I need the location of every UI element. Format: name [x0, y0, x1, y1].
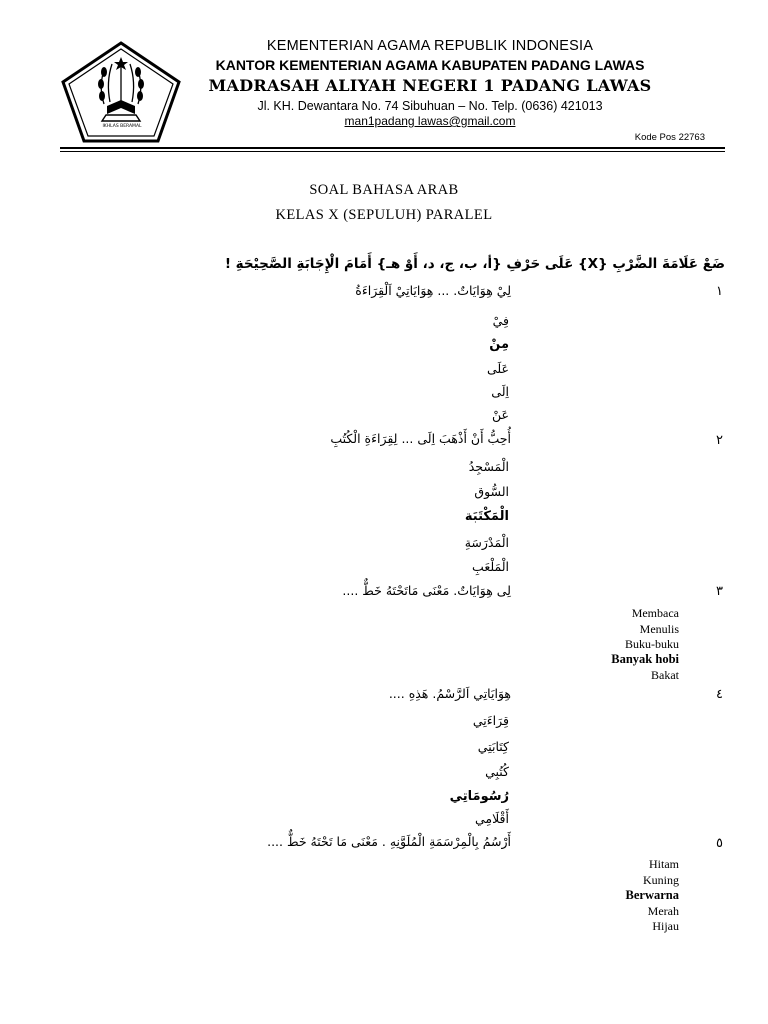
answer-option: عَنْ	[492, 407, 509, 422]
answer-option: كُتُبِي	[485, 764, 509, 779]
question-number: ٤	[716, 687, 723, 702]
office-name: KANTOR KEMENTERIAN AGAMA KABUPATEN PADANG LAWAS	[215, 57, 645, 73]
answer-option-correct: Banyak hobi	[611, 652, 679, 666]
answer-option: الْمَدْرَسَةِ	[464, 535, 509, 550]
answer-option: الْمَلْعَبِ	[472, 559, 509, 574]
answer-option: Hijau	[652, 919, 679, 933]
answer-option: Menulis	[639, 622, 679, 636]
school-address: Jl. KH. Dewantara No. 74 Sibuhuan – No. Telp. (0636) 421013	[257, 99, 603, 113]
question-number: ٣	[716, 584, 723, 599]
question-number: ١	[716, 284, 723, 299]
answer-option: عَلَى	[486, 361, 509, 376]
answer-option-correct: Berwarna	[625, 888, 679, 902]
answer-option: أَقْلَامِي	[474, 811, 509, 826]
question-text: أَرْسُمُ بِالْمِرْسَمَةِ الْمُلَوَّنِهِ . مَعْنَى مَا تَحْتَهُ خَطٌّ ....	[267, 834, 511, 849]
question-text: لِيْ هِوَايَاتٌ. ... هِوَايَاتِيْ اَلْقِرَاءَةُ	[355, 283, 511, 298]
answer-option: Buku-buku	[625, 637, 679, 651]
question-number: ٢	[716, 433, 723, 448]
answer-option: Membaca	[631, 606, 679, 620]
school-email[interactable]: man1padang lawas@gmail.com	[344, 114, 516, 128]
document-title: SOAL BAHASA ARAB	[309, 182, 459, 198]
answer-option: كِتَابَتِي	[477, 739, 509, 754]
question-text: هِوَايَاتِي اَلرَّسْمُ. هَذِهِ ....	[388, 686, 511, 701]
question-number: ٥	[716, 836, 723, 851]
letterhead	[0, 0, 768, 150]
answer-option: الْمَسْجِدُ	[468, 459, 509, 474]
answer-option-correct: رُسُومَاتِي	[449, 789, 509, 804]
ministry-name: KEMENTERIAN AGAMA REPUBLIK INDONESIA	[266, 38, 594, 54]
answer-option: السُّوق	[474, 484, 509, 499]
question-text: لِى هِوَايَاتٌ. مَعْنَى مَاتَحْتَهُ خَطٌّ ....	[342, 583, 511, 598]
answer-option: Merah	[647, 904, 679, 918]
answer-option: فِيْ	[492, 313, 509, 328]
document-subtitle: KELAS X (SEPULUH) PARALEL	[275, 207, 493, 223]
instruction: ضَعْ عَلَامَةَ الضَّرْبِ {X} عَلَى حَرْفِ {أ، ب، ج، د، أَوْ هـ} أَمَامَ الْإِجَابَةِ الصَّحِيْحَةِ !	[224, 256, 725, 272]
answer-option: Hitam	[649, 857, 679, 871]
answer-option: اِلَى	[491, 384, 509, 399]
letterhead-divider	[60, 147, 725, 149]
answer-option-correct: مِنْ	[489, 337, 509, 352]
postal-code: Kode Pos 22763	[634, 132, 705, 143]
question-text: أُحِبُّ أَنْ أَذْهَبَ اِلَى ... لِقِرَاءَةِ الْكُتُبِ	[330, 431, 511, 446]
answer-option-correct: الْمَكْتَبَة	[464, 509, 509, 524]
answer-option: Bakat	[651, 668, 679, 682]
logo-caption: IKHLAS BERAMAL	[102, 124, 142, 129]
answer-option: Kuning	[643, 873, 679, 887]
answer-option: قِرَاءَتِي	[472, 713, 509, 728]
letterhead-divider-thin	[60, 151, 725, 152]
school-name: MADRASAH ALIYAH NEGERI 1 PADANG LAWAS	[208, 76, 652, 95]
